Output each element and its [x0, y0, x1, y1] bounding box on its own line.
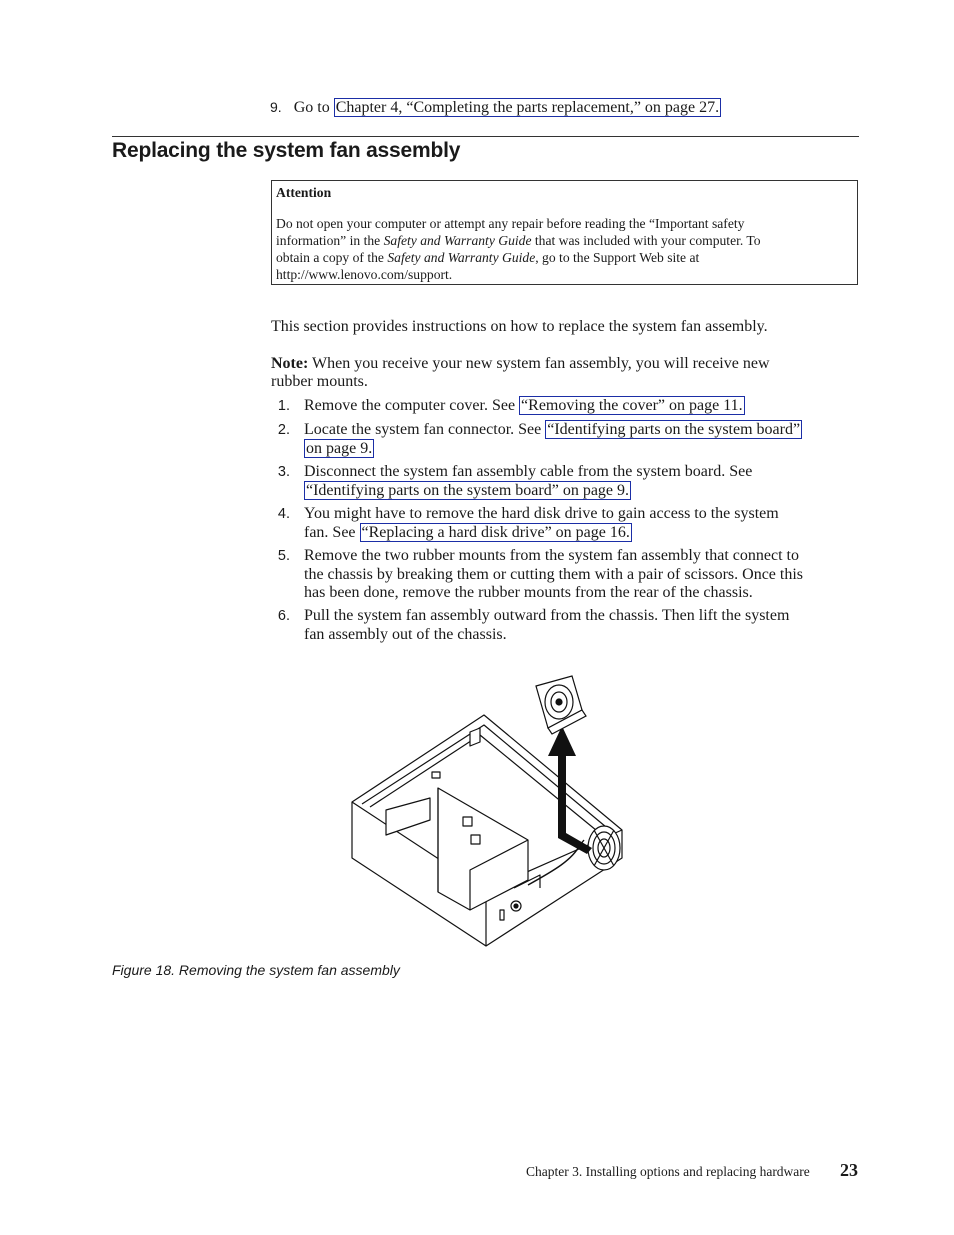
attention-box	[271, 180, 858, 285]
step-text: Go to	[293, 99, 334, 116]
page-number: 23	[840, 1160, 858, 1180]
support-url: http://www.lenovo.com/support.	[276, 267, 453, 282]
note-paragraph: Note: When you receive your new system fan assembly, you will receive new rubber mounts.	[271, 355, 770, 390]
step-3: Disconnect the system fan assembly cable from the system board. See “Identifying parts on the system board” on page 9.	[304, 463, 753, 499]
step-number: 3.	[277, 464, 290, 480]
replacing-hdd-link[interactable]: “Replacing a hard disk drive” on page 16.	[361, 523, 630, 541]
attention-line-1: Do not open your computer or attempt any repair before reading the “Important safety	[276, 216, 745, 231]
step-1: Remove the computer cover. See “Removing the cover” on page 11.	[304, 397, 743, 414]
step-number: 1.	[277, 398, 290, 414]
step-number: 5.	[277, 548, 290, 564]
step-6: Pull the system fan assembly outward from the chassis. Then lift the system fan assembly out of the chassis.	[304, 607, 790, 643]
fan-removal-illustration	[340, 670, 640, 955]
intro-paragraph: This section provides instructions on how to replace the system fan assembly.	[271, 318, 768, 335]
note-label: Note:	[271, 355, 309, 372]
step-number: 4.	[277, 506, 290, 522]
attention-label: Attention	[276, 185, 332, 200]
identifying-parts-link[interactable]: “Identifying parts on the system board” on page 9.	[306, 481, 630, 499]
guide-title: Safety and Warranty Guide	[383, 233, 532, 248]
step-2: Locate the system fan connector. See “Identifying parts on the system board” on page 9.	[304, 421, 801, 457]
section-rule	[112, 136, 859, 137]
figure-caption: Figure 18. Removing the system fan assembly	[112, 962, 400, 978]
step-5: Remove the two rubber mounts from the system fan assembly that connect to the chassis by breaking them or cutting them with a pair of scissors. Once this has been done, remove the rubber mounts from the rear of the chassis.	[304, 547, 804, 601]
attention-line-3: obtain a copy of the Safety and Warranty Guide, go to the Support Web site at	[276, 250, 700, 265]
step-4: You might have to remove the hard disk drive to gain access to the system fan. See “Replacing a hard disk drive” on page 16.	[304, 505, 779, 541]
section-title: Replacing the system fan assembly	[112, 139, 461, 162]
identifying-parts-link[interactable]: “Identifying parts on the system board”	[547, 421, 801, 438]
chapter-4-link[interactable]: Chapter 4, “Completing the parts replacement,” on page 27.	[335, 99, 720, 116]
step-number: 9.	[270, 99, 282, 115]
identifying-parts-link-cont[interactable]: on page 9.	[306, 439, 373, 457]
step-9	[270, 99, 721, 117]
step-number: 6.	[277, 608, 290, 624]
fan-icon	[536, 676, 586, 734]
step-number: 2.	[277, 422, 290, 438]
guide-title: Safety and Warranty Guide	[387, 250, 536, 265]
removing-cover-link[interactable]: “Removing the cover” on page 11.	[521, 397, 743, 414]
footer-chapter: Chapter 3. Installing options and replacing hardware	[526, 1164, 810, 1179]
attention-line-2: information” in the Safety and Warranty Guide that was included with your computer. To	[276, 233, 761, 248]
